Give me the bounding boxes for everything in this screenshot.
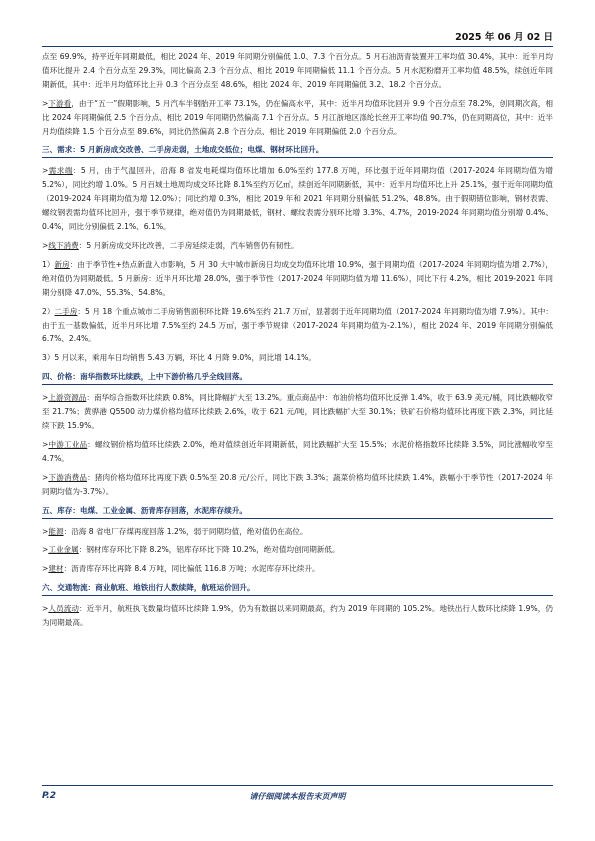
bullet-marker: > [42, 98, 49, 108]
paragraph-text: ：5 月，由于气温回升，沿海 8 省发电耗煤均值环比增加 6.0%至约 177.8 万吨，环比强于近年同期均值（2017-2024 年同期均值为增 5.2%），同比约增 1.0%。5 月百城土地周均成交环比降 8.1%至约万亿㎡，续创近年同期新低，其中：近半月均值环比上升 25.1%，强于近年同期均值（2019-2024 年同期均值为增 12.0%）；同比约增 0.3%，相比 2019 年和 2021 年同期分别偏低 51.2%、48.8%。由于假期错位影响，钢材表需、螺纹钢表需均值环比回升，强于季节规律，绝对值仍为同期最低，钢材、螺纹表需分别环比增 3.3%、4.7%，2019-2024 年同期均值分别增 0.4%、0.4%，同比分别偏低 2.1%、6.1%。 [42, 166, 553, 232]
label-upstream-resources: 上游资源品 [48, 393, 87, 403]
label-building-materials: 建材 [48, 564, 64, 574]
label-demand: 需求端 [48, 166, 73, 176]
paragraph-industrial-metals [42, 543, 553, 557]
page-header [42, 0, 553, 47]
label-new-homes: 新房 [54, 259, 70, 269]
label-passenger-flow: 人员流动 [48, 604, 80, 614]
paragraph-text: ：南华综合指数环比续跌 0.8%，同比降幅扩大至 13.2%。重点商品中：布油价格均值环比反弹 1.4%，收于 63.9 美元/桶，同比跌幅收窄至 21.7%；黄骅港 Q5500 动力煤价格均值环比续跌 2.6%，收于 621 元/吨，同比跌幅扩大至 30.1%；铁矿石价格均值环比再度下跌 2.3%，同比延续下跌 15.9%。 [42, 393, 553, 431]
paragraph-upstream-operating: 点至 69.9%，持平近年同期最低，相比 2024 年、2019 年同期分别偏低 1.0、7.3 个百分点。5 月石油沥青装置开工率均值 30.4%，其中：近半月均值环比提升 2.4 个百分点至 29.3%，同比偏高 2.3 个百分点、相比 2019 年同期偏低 11.1 个百分点。5 月水泥粉磨开工率均值 48.5%，续创近年同期新低，其中：近半月均值环比上升 0.3 个百分点至 48.6%，相比 2024 年、2019 年同期偏低 3.2、18.2 个百分点。 [42, 52, 553, 89]
paragraph-text: ：钢材库存环比下降 8.2%，铝库存环比下降 10.2%，绝对值均创同期新低。 [78, 545, 340, 555]
paragraph-text: ：猪肉价格均值环比再度下跌 0.5%至 20.8 元/公斤，同比下跌 3.3%；蔬菜价格均值环比续跌 1.4%，跌幅小于季节性（2017-2024 年同期均值为-3.7%）。 [42, 472, 554, 496]
label-downstream-consumer: 下游消费品 [48, 472, 88, 482]
section-heading-prices: 四、价格：南华指数环比续跌，上中下游价格几乎全线回落。 [42, 370, 553, 385]
paragraph-text: ：5 月 18 个重点城市二手房销售面积环比降 19.6%至约 21.7 万㎡，显著弱于近年同期均值（2017-2024 年同期均值为增 7.9%）。其中：由于五一基数偏低，近半月环比增 7.5%至约 24.5 万㎡，强于季节规律（2017-2024 年同期均值为-2.1%），相比 2024 年、2019 年同期分别偏低 6.7%、2.4%。 [42, 306, 553, 344]
paragraph-text: ：沿海 8 省电厂存煤再度回落 1.2%，弱于同期均值，绝对值仍在高位。 [63, 526, 308, 536]
label-second-hand-homes: 二手房 [54, 306, 78, 316]
paragraph-demand [42, 164, 553, 234]
paragraph-energy [42, 525, 553, 539]
paragraph-downstream-consumer [42, 471, 553, 499]
page-number: P.2 [42, 791, 56, 801]
paragraph-offline-consumption [42, 239, 553, 253]
paragraph-text: ：螺纹钢价格均值环比续跌 2.0%，绝对值续创近年同期新低，同比跌幅扩大至 15.5%；水泥价格指数环比续降 3.5%，同比涨幅收窄至 4.7%。 [42, 439, 554, 463]
bullet-marker: > [42, 545, 49, 555]
paragraph-auto-sales: 3）5 月以来，乘用车日均销售 5.43 万辆，环比 4 月降 9.0%，同比增 14.1%。 [42, 353, 316, 363]
bullet-marker: > [42, 472, 49, 482]
paragraph-text: ：5 月新房成交环比改善，二手房延续走弱，汽车销售仍有韧性。 [78, 240, 299, 250]
paragraph-second-hand-homes [42, 305, 553, 347]
label-energy: 能源 [48, 526, 64, 536]
report-body [42, 50, 553, 635]
paragraph-text: ：沥青库存环比再降 8.4 万吨，同比偏低 116.8 万吨；水泥库存环比续升。 [63, 564, 320, 574]
label-industrial-metals: 工业金属 [48, 545, 79, 555]
label-offline-consumption: 线下消费 [48, 240, 79, 250]
paragraph-text: ，由于“五一”假期影响，5 月汽车半钢胎开工率 73.1%，仍在偏高水平，其中：近半月均值环比回升 9.9 个百分点至 78.2%，创同期次高，相比 2024 年同期偏低 2.5 个百分点、相比 2019 年同期仍然偏高 7.1 个百分点。5 月江浙地区涤纶长丝开工率均值 90.7%，仍在同期高位，其中：近半月均值续降 1.5 个百分点至 89.6%，同比仍然偏高 2.8 个百分点、相比 2019 年同期偏低 2.0 个百分点。 [42, 98, 553, 136]
paragraph-building-materials [42, 562, 553, 576]
paragraph-passenger-flow [42, 602, 553, 630]
section-heading-inventory: 五、库存：电煤、工业金属、沥青库存回落，水泥库存续升。 [42, 504, 553, 519]
bullet-marker: > [42, 393, 49, 403]
bullet-marker: > [42, 240, 49, 250]
bullet-marker: > [42, 564, 49, 574]
paragraph-midstream-industrial [42, 438, 553, 466]
page-footer [42, 785, 553, 806]
bullet-marker: > [42, 604, 49, 614]
paragraph-upstream-resources [42, 391, 553, 433]
footer-disclaimer: 请仔细阅读本报告末页声明 [249, 792, 346, 801]
paragraph-new-homes [42, 258, 553, 300]
section-heading-demand: 三、需求：5 月新房成交改善、二手房走弱，土地成交低位；电煤、钢材环比回升。 [42, 143, 553, 158]
bullet-marker: > [42, 526, 49, 536]
label-midstream-industrial: 中游工业品 [48, 439, 88, 449]
report-date: 2025 年 06 月 02 日 [455, 32, 553, 43]
list-marker: 1） [42, 259, 55, 269]
bullet-marker: > [42, 439, 49, 449]
label-downstream: 下游看 [48, 98, 72, 108]
list-marker: 2） [42, 306, 55, 316]
paragraph-text: ：近半月，航班执飞数量均值环比续降 1.9%，仍为有数据以来同期最高，约为 2019 年同期的 105.2%。地铁出行人数环比续降 1.9%，仍为同期最高。 [42, 604, 553, 628]
paragraph-text: ：由于季节性+热点新盘入市影响，5 月 30 大中城市新房日均成交均值环比增 10.9%，强于同期均值（2017-2024 年同期均值为增 2.7%），绝对值仍为同期最低。5 月新房：近半月环比增 28.0%，强于季节性（2017-2024 年同期均值为增 11.6%），同比下行 4.2%，相比 2019-2021 年同期分别降 47.0%、55.3%、54.8%。 [42, 259, 554, 297]
bullet-marker: > [42, 166, 49, 176]
section-heading-transport: 六、交通物流：商业航班、地铁出行人数续降，航班运价回升。 [42, 581, 553, 596]
paragraph-downstream [42, 97, 553, 139]
